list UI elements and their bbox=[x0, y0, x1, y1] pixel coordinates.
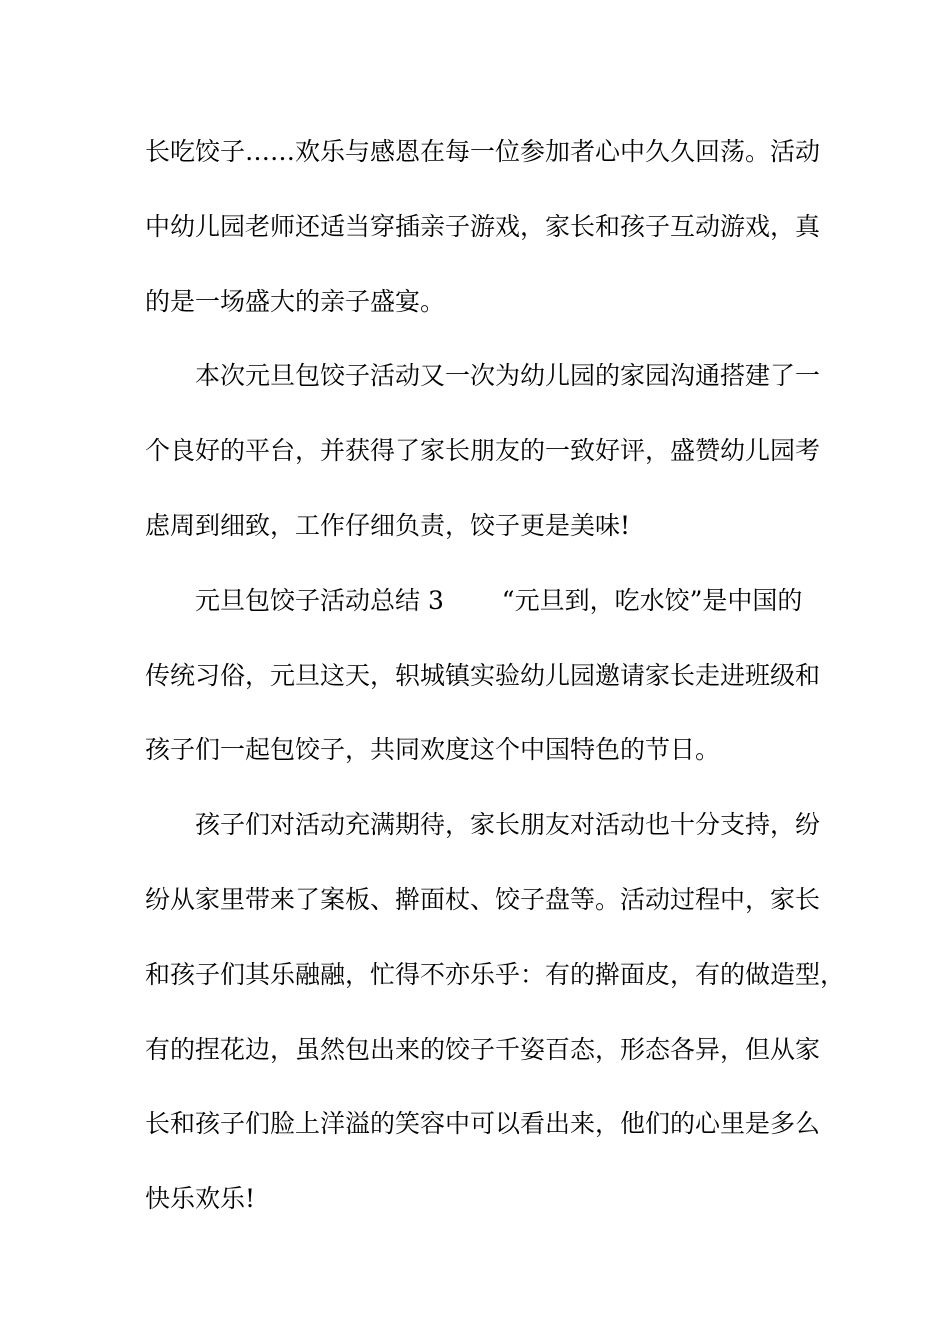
text-line: 本次元旦包饺子活动又一次为幼儿园的家园沟通搭建了一 bbox=[195, 361, 821, 391]
text-line: 孩子们对活动充满期待，家长朋友对活动也十分支持，纷 bbox=[195, 810, 821, 840]
text-line: 纷从家里带来了案板、擀面杖、饺子盘等。活动过程中，家长 bbox=[145, 884, 821, 914]
text-line: 快乐欢乐! bbox=[145, 1184, 256, 1214]
text-line: 传统习俗，元旦这天，轵城镇实验幼儿园邀请家长走进班级和 bbox=[145, 660, 821, 690]
text-line: 孩子们一起包饺子，共同欢度这个中国特色的节日。 bbox=[145, 735, 721, 765]
text-line: 有的捏花边，虽然包出来的饺子千姿百态，形态各异，但从家 bbox=[145, 1034, 821, 1064]
text-line: 和孩子们其乐融融，忙得不亦乐乎：有的擀面皮，有的做造型， bbox=[145, 959, 846, 989]
body-text bbox=[145, 132, 846, 1254]
text-line: 长和孩子们脸上洋溢的笑容中可以看出来，他们的心里是多么 bbox=[145, 1109, 821, 1139]
text-line: 个良好的平台，并获得了家长朋友的一致好评，盛赞幼儿园考 bbox=[145, 436, 821, 466]
text-line: 虑周到细致，工作仔细负责，饺子更是美味! bbox=[145, 510, 631, 540]
text-line: 中幼儿园老师还适当穿插亲子游戏，家长和孩子互动游戏，真 bbox=[145, 211, 821, 241]
text-line: 的是一场盛大的亲子盛宴。 bbox=[145, 286, 446, 316]
text-line: 长吃饺子……欢乐与感恩在每一位参加者心中久久回荡。活动 bbox=[145, 137, 821, 166]
text-line: 元旦包饺子活动总结 3 “元旦到，吃水饺”是中国的 bbox=[195, 585, 803, 615]
